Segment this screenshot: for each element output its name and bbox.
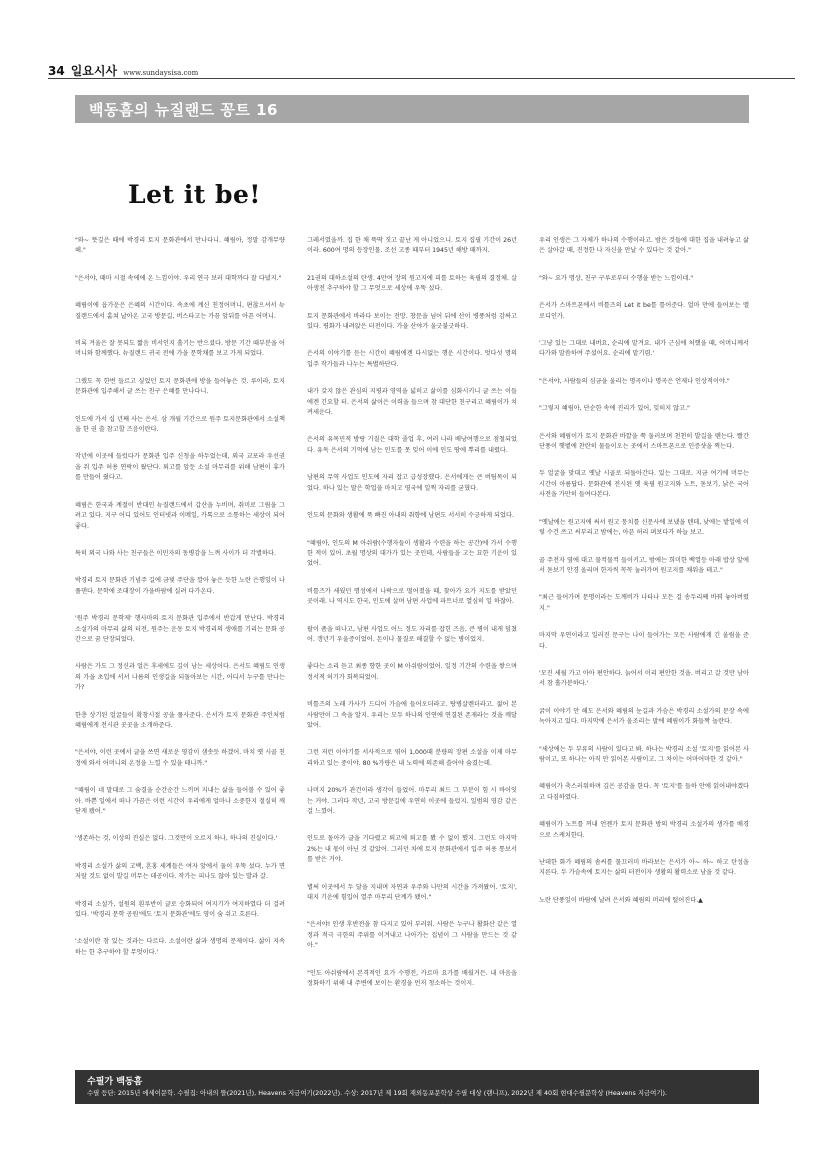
paragraph: "와~ 요가 명상, 친구 구루로부터 수행을 받는 느낌이네." (539, 274, 694, 282)
paragraph: 좋다는 소리 듣고 최종 향한 곳이 M 아쉬람이었어. 일정 기간의 수련을 쌓으며 정서적 허기가 회복되었어. (307, 663, 517, 681)
paragraph: "은서야! 인생 후반전을 참 다지고 있어 부러워. 사람은 누구나 활화산 같은 열정과 적극 극한의 주위를 이겨내고 나아가는 집념이 그 사람을 만드는 것 같아." (307, 921, 517, 950)
paragraph: '그냥 있는 그대로 내버요, 순리에 맡겨요. 내가 근심에 처했을 때, 어머니께서 다가와 말씀하여 주셨어요. 순리에 맡기렴.' (539, 340, 749, 358)
paper-name: 일요시사 (70, 64, 118, 78)
paragraph: 별써 이곳에서 두 달을 지내며 자연과 우주와 나만의 시간을 가져왔어. '토지', 대지 기운에 힘입어 열주 마무리 단계가 됐어." (307, 883, 517, 902)
paragraph: 나머지 20%가 관건이라 생각이 들었어. 마무리 최드 그 부분이 힘 시 바이잇는 거야. 그러다 작년, 고국 방문길에 우연히 이곳에 들렀지. 일범의 영감 같은 걸 느꼈어. (307, 787, 517, 815)
paragraph: 두 얼굴을 맞대고 옛날 시골로 되돌아간다. 있는 그대로. 지금 여기에 머무는 시간이 아름답다. 문화관에 전시된 옛 육필 원고지와 노트, 돋보기, 낡은 국어사전을 가만히 들여다본다. (539, 470, 749, 499)
author-title: 수필가 백동흠 (87, 1077, 143, 1087)
paragraph: 비틀즈가 세웠던 명성에서 나락으로 떨어졌을 때, 찾아가 요가 지도를 받았던 곳이래. 나 역시도 한국, 인도에 살며 남편 사업에 파트너로 열심히 일 하잖아. (307, 587, 517, 606)
paragraph: 은서의 유목민적 방랑 기질은 대학 졸업 후, 여러 나라 배낭여행으로 점철되었다. 유독 은서의 기억에 남는 인도를 못 잊어 이에 인도 땅에 뿌리를 내렸다. (307, 436, 517, 454)
paragraph: 혜림이에 읍가운은 은혜의 시간이다. 속초에 계신 친정어머니, 편찮으셔서 뉴질랜드에서 훔쳐 날아온 고국 방문길, 버스타고는 가끔 앞뒤를 아픈 어머니. (75, 302, 285, 320)
paragraph: 노란 단풍잎이 바람에 날려 은서와 혜림의 머리에 떨어진다.▲ (539, 896, 703, 904)
paper-url: www.sundaysisa.com (123, 69, 199, 77)
paragraph: 난데한 화가 혜림의 솜씨를 물끄러미 바라보는 은서가 아~ 하~ 하고 탄성을 지른다. 두 가슴속에 토지는 삶의 터전이자 생활의 활력소로 남을 것 같다. (539, 859, 749, 877)
page-header (48, 62, 198, 79)
paragraph: "최근 들어가며 문명이라는 도깨비가 나타나 모든 걸 송두리째 바꿔 놓아버렸지." (539, 594, 749, 612)
paragraph: 은서와 혜림이가 토지 문화관 바깥을 쭉 둘러보며 천천히 발길을 뗀는다. 빨간 단풍이 햇볕에 찬란히 물들이오는 곳에서 스마트폰으로 인증샷을 찍는다. (539, 432, 749, 451)
paragraph: 한층 상기된 얼굴들이 확창시절 공을 풀사준다. 은서가 토지 문화관 주인처럼 혜림에게 전시관 곳곳을 소개하준다. (75, 711, 285, 729)
paragraph: 비틀즈의 노래 가사가 드디어 가슴에 들어오더라고. 탕병살렌더라고. 젊어 본 사람만이 그 속을 알지. 우리는 모두 하나의 인연에 연결된 존재라는 것을 깨달았어. (307, 701, 517, 729)
paragraph: 21권의 대하소설의 탄생. 4만여 장의 원고지에 피를 토하는 육필의 결정체. 살아생전 추구하야 할 그 무엇으로 세상에 우뚝 섰다. (307, 274, 517, 293)
article-column-3 (539, 236, 749, 1006)
paragraph: '원주 박경리 문학제' 행사마의 토지 문화관 입주에서 반갑게 만난다. 박경리 소설가의 마무리 삶의 터전, 원주는 운동 토지 박경리의 생애를 기리는 문화 공간으로 꿈 단장되었다. (75, 615, 285, 643)
paragraph: '모진 세월 가고 아아 편안하다. 늙어서 이리 편안한 것을. 버리고 갈 것만 남아서 참 홀가분하다.' (539, 669, 749, 688)
paragraph: 골 주전자 옆에 대고 물컥물컥 들이키고, 밤에는 희미한 백열등 아래 밥상 앞에서 돋보기 안경 올리며 한자씩 꼭꼭 눌러가며 원고지를 채워을 테고." (539, 556, 749, 574)
paragraph: 남편의 무역 사업도 인도에 자리 잡고 급성장했다. 은서에게는 큰 버팀목이 되었다. 하나 있는 딸은 학업을 마치고 영국에 일찍 자리를 굳혔다. (307, 474, 517, 492)
paragraph: 인도로 돌아가 글을 기다렸고 퇴고에 퇴고를 봤 수 없이 했지. 그런도 마지막 2%는 내 몫이 아닌 것 같았어. 그러던 차에 토지 문화관에서 입주 허용 통보서를 받은 거야. (307, 835, 517, 864)
paragraph: 그랬도 꼭 한번 들르고 싶었던 토지 문화관에 방을 들어놓은 것. 루이라, 토지 문화관에 입주해서 글 쓰는 친구 은혜를 만나다니. (75, 377, 285, 396)
banner-title: 백동흠의 뉴질랜드 꽁트 16 (89, 100, 278, 119)
paragraph: 작년에 이곳에 들렀다가 문화관 입주 신청을 하두었는데, 외국 교포라 우선권을 줘 입주 허용 연락이 왔단다. 퇴고를 앞둔 소설 마무리를 위해 남편이 휴가를 만들어 줬다고. (75, 453, 285, 482)
paragraph: 토지 문화관에서 바라다 보이는 전망. 창문을 넘어 뒤에 산이 병풍처럼 감싸고 있다. 평화가 내려앉은 터전이다. 가을 산야가 울긋불긋하다. (307, 312, 517, 331)
paragraph: 박경리 소설가 삶의 고백, 흔홍 세계들은 여자 앞에서 둘이 우뚝 섰다. 누가 면저랄 것도 없이 발길 머무는 데공이다. 작가는 피나도 않아 있는 발과 갈. (75, 862, 285, 881)
author-box (75, 1070, 759, 1104)
paragraph: "와~ 뜻깊은 때에 박경리 토지 문화관에서 만나다니. 혜림아, 정말 감개무량해." (75, 237, 285, 255)
paragraph: '생존하는 것, 이상의 진실은 없다. 그것만이 오르지 하나, 하나의 진실이다.' (75, 835, 278, 843)
author-bio: 수필 등단: 2015년 에세이문학. 수필집: 아내의 뜰(2021년), Heavens 지금여기(2022년). 수상: 2017년 제 19회 재외동포문학상 수필 대상 (랜니프), 2022년 제 40회 현대수필문학상 (Heavens 지금여기). (87, 1089, 668, 1097)
paragraph: "혜림아, 인도의 M 아쉬람(수행자들이 생활과 수련을 하는 공간)에 가서 수행한 적이 있어. 초월 명상의 대가가 있는 곳인데, 사람들을 고는 묘한 기운이 있었어. (307, 539, 517, 568)
paragraph: '소설이란 참 있는 것과는 다르다. 소설이란 삶과 생명의 문제이다. 삶이 지속하는 한 추구하야 할 무엇이다.' (75, 938, 285, 956)
paragraph: 박경리 토지 문화관 기념주 길에 금빛 주단을 깔아 놓은 듯한 노란 은행잎이 나풀댄다. 문학에 조대장이 가을바람에 실려 다가온다. (75, 577, 285, 595)
page-number: 34 (48, 64, 65, 78)
paragraph: 그레서였을까. 집 한 채 뚝딱 짓고 끝난 게 아니었으니. 토지 집필 기간이 26년이라. 600여 명의 등장인물. 조선 고종 때부터 1945년 해방 때까지. (307, 237, 517, 255)
paragraph: 사람은 가도 그 정신과 얼은 후세에도 깊이 남는 세상이다. 은서도 혜림도 인생의 가을 초입에 서서 나름의 인생길을 되돌아보는 시간, 어디서 누구를 만나는가? (75, 663, 285, 692)
paragraph: 굵이 이야기 안 해도 은서와 혜림의 눈길과 가슴은 박경리 소설가의 문장 속에 녹아지고 있다. 마지막에 은서가 올조리는 말에 혜림이가 화들짝 놀란다. (539, 707, 749, 726)
article-column-1 (75, 236, 285, 1006)
header-rule (48, 78, 795, 79)
paragraph: "은서야, 때마 시절 속에에 온 느낌이야. 우리 연극 보러 대학까다 잘 다녔지." (75, 274, 282, 282)
paragraph: 박경리 소설가, 설원의 흰루반이 글로 승화되어 여지기가 여지하였다 더 걸려있다. '박경리 문학 공원'에도 '토지 문화관'에도 영이 숨 쉬고 흐른다. (75, 900, 285, 919)
article-column-2 (307, 236, 517, 1006)
paragraph: 혜림은 한국과 계절이 반대인 뉴질랜드에서 갑산을 누비며, 취미로 그림을 그려고 있다. 지구 어디 있어도 인터넷과 이메일, 카톡으로 소통하는 세상이 되어 좋다. (75, 501, 285, 530)
article-body (75, 236, 749, 1006)
section-banner (75, 95, 749, 123)
paragraph: 혜림이가 축스러워하며 깊은 공감을 한다. 꼭 '토지'를 들하 안에 읽어내야겠다고 다짐하였다. (539, 783, 749, 801)
paragraph: 내가 갖지 않은 관심의 지평과 영역을 넓히고 삶이를 심화시키니 글 쓰는 이들에겐 긴요할 터. 은서의 삶이은 이력을 들으며 참 대단한 친구리고 혜림이가 치켜세운다. (307, 388, 517, 417)
article-title: Let it be! (128, 180, 261, 209)
paragraph: "은서야, 이런 곳에서 글을 쓰면 새로운 영감이 샘솟듯 하겠어. 마치 옛 시골 친정에 와서 어머니의 온정을 느낄 수 있을 테니까." (75, 749, 285, 767)
paragraph: "은서야, 사람들의 심금을 울리는 명곡이나 명곡은 언제나 인상적이야." (539, 377, 730, 385)
paragraph: "인도 아쉬람에서 본격적인 요가 수행전, 카르마 요가를 배웠거든. 내 마음을 정화하기 위해 내 주변에 보이는 환경을 먼저 청소하는 것이지. (307, 969, 517, 988)
paragraph: 그런 저런 이야기를 서사적으로 엮어 1,000때 분량의 장편 소설을 이제 마무리하고 있는 중이야. 80 %가량은 내 노력에 의존해 쓸어야 숨겼는데. (307, 749, 517, 767)
paragraph: 은서의 이야기를 듣는 시간이 혜림에겐 다시없는 행운 시간이다. 엇다섯 명의 입주 작가들과 나누는 특별하단다. (307, 350, 517, 368)
paragraph: "혜림이 네 말대로 그 숨결을 순간순간 느끼며 지내는 삶을 들어볼 수 있어 좋아. 바쁜 일에서 떠나 가끔은 이런 시간이 우리에게 얼마나 소중한지 절실히 깨닫게 됐어." (75, 787, 285, 815)
paragraph: 혜림이가 노트를 꺼내 언젠가 토지 문화관 방의 박경리 소설가의 생가를 배경으로 스케치한다. (539, 821, 749, 839)
paragraph: 특히 외국 나와 사는 친구들은 이민자의 동병감을 느껴 사이가 더 각별하다. (75, 549, 276, 557)
paragraph: 비록 겨울은 잘 못되도 짧음 비서인지 흘기는 반으셨다. 방문 기간 때부분을 어머니와 함께했다. 뉴질랜드 귀국 전에 가을 문학채를 보고 가게 되었다. (75, 340, 285, 358)
paragraph: 마지막 우연이라고 일러진 문구는 나이 들어가는 모든 사람에게 긴 울림을 준다. (539, 632, 749, 650)
paragraph: 은서가 스마트폰에서 비틀즈의 Let it be를 틀어준다. 얼마 만에 들어보는 멜로디인가. (539, 302, 749, 320)
paragraph: "세상에는 두 부류의 사람이 있다고 봐. 하나는 박경리 소설 '토지'를 읽어본 사람이고, 또 하나는 아직 안 읽어본 사람이고. 그 차이는 어마어마한 것 같아." (539, 745, 749, 763)
paragraph: "옛날에는 원고지에 써서 원고 뭉치를 신문사에 보냈을 텐데, 낮에는 밭일에 이렇 수건 쓰고 씨부리고 밤에는, 아픈 허리 펴보다가 하늘 보고. (539, 518, 749, 537)
paragraph: "그렇지 혜림아, 단순한 속에 진리가 있어, 잊히지 않고." (539, 405, 690, 413)
paragraph: 우리 인생은 그 자체가 하나의 수행이라고. 밤은 것들에 대한 집을 내려놓고 삶은 살아갈 때, 진정한 나 자신을 만날 수 있다는 것 같아." (539, 237, 749, 255)
paragraph: 인도에 가서 십 년째 사는 은서. 삼 개월 기간으로 원주 토지문화관에서 소설책을 한 권 쓸 참고할 즈음이란다. (75, 415, 285, 434)
paragraph: 인도의 문화와 생활에 푹 빠진 아내의 취향에 남편도 서서히 수긍하게 되었다. (307, 512, 514, 520)
paragraph: 팔이 좀을 떠나고, 남편 사업도 어느 정도 자리를 잡힌 즈음, 큰 병이 내게 덮쳤어. 갱년기 우울증이었어. 돈이나 물질로 해결할 수 없는 병이었지. (307, 625, 517, 643)
